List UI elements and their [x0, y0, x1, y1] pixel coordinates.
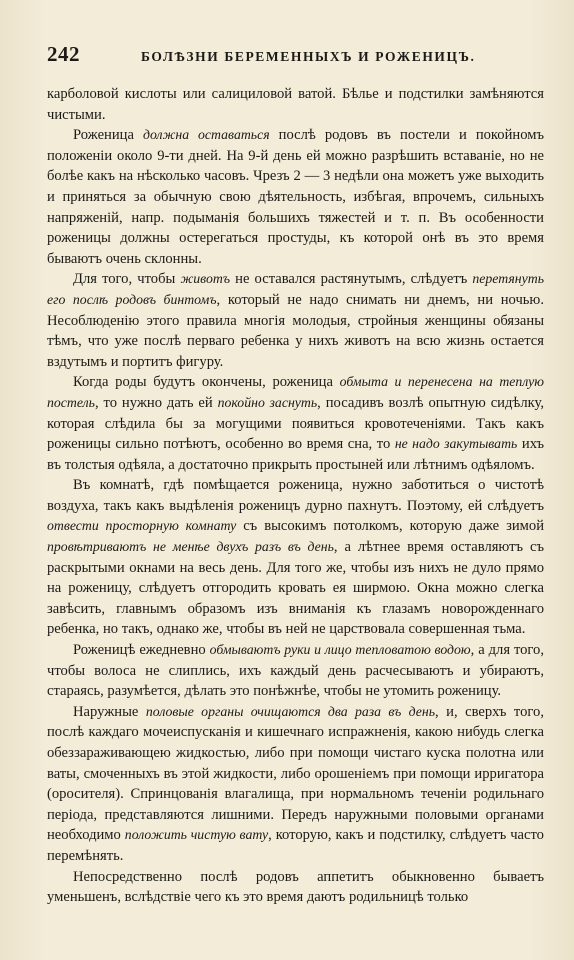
paragraph: [47, 475, 544, 640]
emphasis-text: покойно заснуть: [217, 394, 318, 410]
text-run: ихъ въ толстыя одѣяла, а достаточно прикрыть простыней или лѣтнимъ одѣяломъ.: [47, 436, 544, 473]
text-run: съ высокимъ потолкомъ, которую даже зимой: [236, 518, 544, 535]
text-run: Въ комнатѣ, гдѣ помѣщается роженица, нужно заботиться о чистотѣ воздуха, такъ какъ выдѣленія роженицъ дурно пахнутъ. Поэтому, ей слѣдуетъ: [47, 477, 544, 514]
paragraph: [47, 84, 544, 125]
text-run: послѣ родовъ въ постели и покойномъ положеніи около 9-ти дней. На 9-й день ей можно разрѣшить вставаніе, но не болѣе какъ на нѣсколько часовъ. Чрезъ 2 — 3 недѣли она можетъ уже выходить и приняться за обычную свою дѣятельность, избѣгая, впрочемъ, сильныхъ напряженій, напр. подыманія большихъ тяжестей и т. п. Въ особенности роженицы должны остерегаться простуды, къ которой онѣ въ это время бываютъ очень склонны.: [47, 127, 544, 267]
page-header: [47, 42, 544, 76]
emphasis-text: животъ: [180, 271, 231, 287]
text-run: , то нужно дать ей: [94, 394, 218, 411]
page-number: 242: [47, 42, 80, 66]
paragraph: [47, 702, 544, 867]
paragraph: [47, 640, 544, 702]
emphasis-text: провѣтриваютъ не менѣе двухъ разъ въ день: [47, 539, 334, 555]
text-run: , посадивъ возлѣ опытную сидѣлку, которая слѣдила бы за могущими появиться кровотеченіями. Такъ какъ роженицы сильно потѣютъ, особенно во время сна, то: [47, 394, 544, 453]
emphasis-text: обмыта и перенесена на теплую постель: [47, 374, 544, 410]
text-run: Когда роды будутъ окончены, роженица: [73, 374, 340, 391]
text-run: Для того, чтобы: [73, 271, 181, 288]
emphasis-text: обмываютъ руки и лицо тепловатою водою: [209, 642, 471, 658]
emphasis-text: отвести просторную комнату: [47, 518, 237, 534]
emphasis-text: положить чистую вату: [124, 827, 269, 843]
paragraph: [47, 125, 544, 269]
emphasis-text: половые органы очищаются два раза въ день: [145, 703, 436, 719]
text-run: Наружные: [73, 703, 146, 720]
text-run: , который не надо снимать ни днемъ, ни ночью. Несоблюденію этого правила многія молодыя, стройныя женщины обязаны тѣмъ, что уже послѣ перваго ребенка у нихъ животъ на всю жизнь остается вздутымъ и портитъ фигуру.: [47, 291, 544, 370]
emphasis-text: должна оставаться: [143, 127, 270, 143]
paragraph: [47, 269, 544, 372]
running-title: БОЛѢЗНИ БЕРЕМЕННЫХЪ И РОЖЕНИЦЪ.: [141, 49, 476, 64]
emphasis-text: не надо закутывать: [394, 436, 518, 452]
text-run: карболовой кислоты или салициловой ватой. Бѣлье и подстилки замѣняются чистыми.: [47, 86, 544, 123]
body-text: [47, 84, 544, 908]
emphasis-text: перетянуть его послѣ родовъ бинтомъ: [47, 271, 545, 307]
text-run: , а для того, чтобы волоса не слиплись, ихъ каждый день расчесываютъ и убираютъ, стараясь, разумѣется, дѣлать это понѣжнѣе, чтобы не утомить роженицу.: [47, 642, 544, 700]
text-run: Роженица: [73, 127, 144, 144]
text-run: Непосредственно послѣ родовъ аппетитъ обыкновенно бываетъ уменьшенъ, вслѣдствіе чего къ это время даютъ родильницѣ только: [47, 868, 544, 906]
text-run: не оставался растянутымъ, слѣдуетъ: [230, 271, 473, 288]
paragraph: [47, 867, 544, 908]
paragraph: [47, 372, 544, 475]
text-run: , и, сверхъ того, послѣ каждаго мочеиспусканія и кишечнаго испражненія, какою нибудь слегка обеззараживающею жидкостью, либо при помощи чистаго куска полотна или ваты, смоченныхъ въ этой жидкости, либо орошеніемъ при помощи ирригатора (оросителя). Спринцованія влагалища, при нормальномъ теченіи родильнаго періода, представляются лишними. Передъ наружными половыми органами необходимо: [47, 703, 544, 844]
text-run: Роженицѣ ежедневно: [73, 642, 210, 659]
text-run: , а лѣтнее время оставляютъ съ раскрытыми окнами на весь день. Для того же, чтобы изъ нихъ не дуло прямо на роженицу, слѣдуетъ отгородить кровать ея ширмою. Окна можно слегка завѣсить, главнымъ образомъ изъ вниманія къ глазамъ новорожденнаго ребенка, но такъ, однако же, чтобы въ ней не царствовала совершенная тьма.: [47, 539, 544, 638]
text-run: , которую, какъ и подстилку, слѣдуетъ часто перемѣнять.: [47, 827, 544, 864]
